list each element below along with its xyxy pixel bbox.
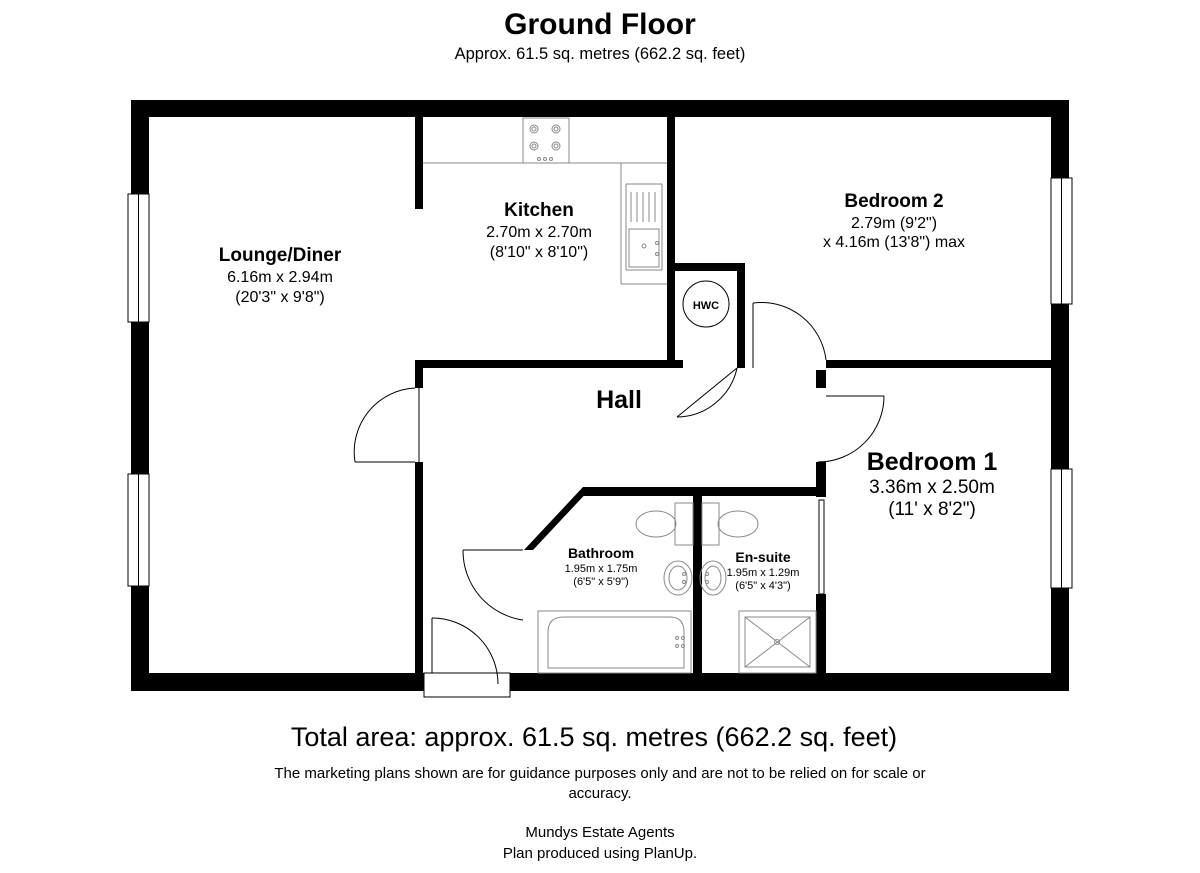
total-area: Total area: approx. 61.5 sq. metres (662.2 sq. feet) — [290, 722, 898, 752]
disclaimer-line2: accuracy. — [568, 785, 632, 802]
room-dim-metric: 2.70m x 2.70m — [486, 224, 592, 241]
room-dim-imperial: (20'3" x 9'8") — [235, 289, 325, 306]
bathroom-fixtures — [538, 503, 693, 673]
produced-by: Plan produced using PlanUp. — [502, 845, 698, 862]
room-dim-imperial: (6'5" x 4'3") — [735, 580, 791, 592]
room-name: Bedroom 1 — [866, 448, 998, 476]
room-hall: Hall — [596, 386, 642, 414]
room-lounge — [219, 245, 342, 306]
room-bedroom2 — [823, 191, 965, 251]
page-title: Ground Floor — [504, 8, 696, 41]
room-dim-line2: x 4.16m (13'8") max — [822, 234, 966, 251]
ensuite-cistern — [702, 503, 719, 545]
agent-name: Mundys Estate Agents — [525, 824, 675, 841]
bathroom-cistern — [675, 503, 693, 545]
room-dim-metric: 3.36m x 2.50m — [869, 477, 995, 498]
hob — [523, 118, 569, 163]
ensuite-toilet — [718, 511, 758, 537]
room-name: Bathroom — [567, 545, 635, 561]
room-dim-imperial: (8'10" x 8'10") — [489, 244, 589, 261]
room-bedroom1 — [867, 448, 998, 520]
room-name: Kitchen — [504, 200, 574, 221]
room-dim-metric: 1.95m x 1.29m — [726, 567, 800, 579]
room-ensuite — [727, 549, 800, 592]
ensuite-door — [819, 500, 824, 594]
room-dim-imperial: (6'5" x 5'9") — [573, 576, 629, 588]
page-subtitle: Approx. 61.5 sq. metres (662.2 sq. feet) — [454, 45, 746, 63]
room-name: Lounge/Diner — [218, 245, 342, 266]
bathtub — [538, 611, 691, 673]
room-bathroom — [565, 545, 638, 588]
hwc-label: HWC — [692, 300, 720, 312]
disclaimer-line1: The marketing plans shown are for guidance purposes only and are not to be relied on for scale or — [274, 765, 926, 782]
room-dim-imperial: (11' x 8'2") — [888, 499, 976, 520]
hwc-door — [677, 368, 737, 417]
room-dim-line1: 2.79m (9'2") — [850, 215, 938, 232]
room-dim-metric: 1.95m x 1.75m — [564, 563, 638, 575]
front-door — [424, 673, 510, 697]
room-kitchen — [486, 200, 592, 261]
room-name: En-suite — [735, 549, 791, 565]
room-dim-metric: 6.16m x 2.94m — [227, 269, 333, 286]
bathroom-toilet — [636, 511, 676, 537]
room-name: Bedroom 2 — [844, 191, 944, 212]
